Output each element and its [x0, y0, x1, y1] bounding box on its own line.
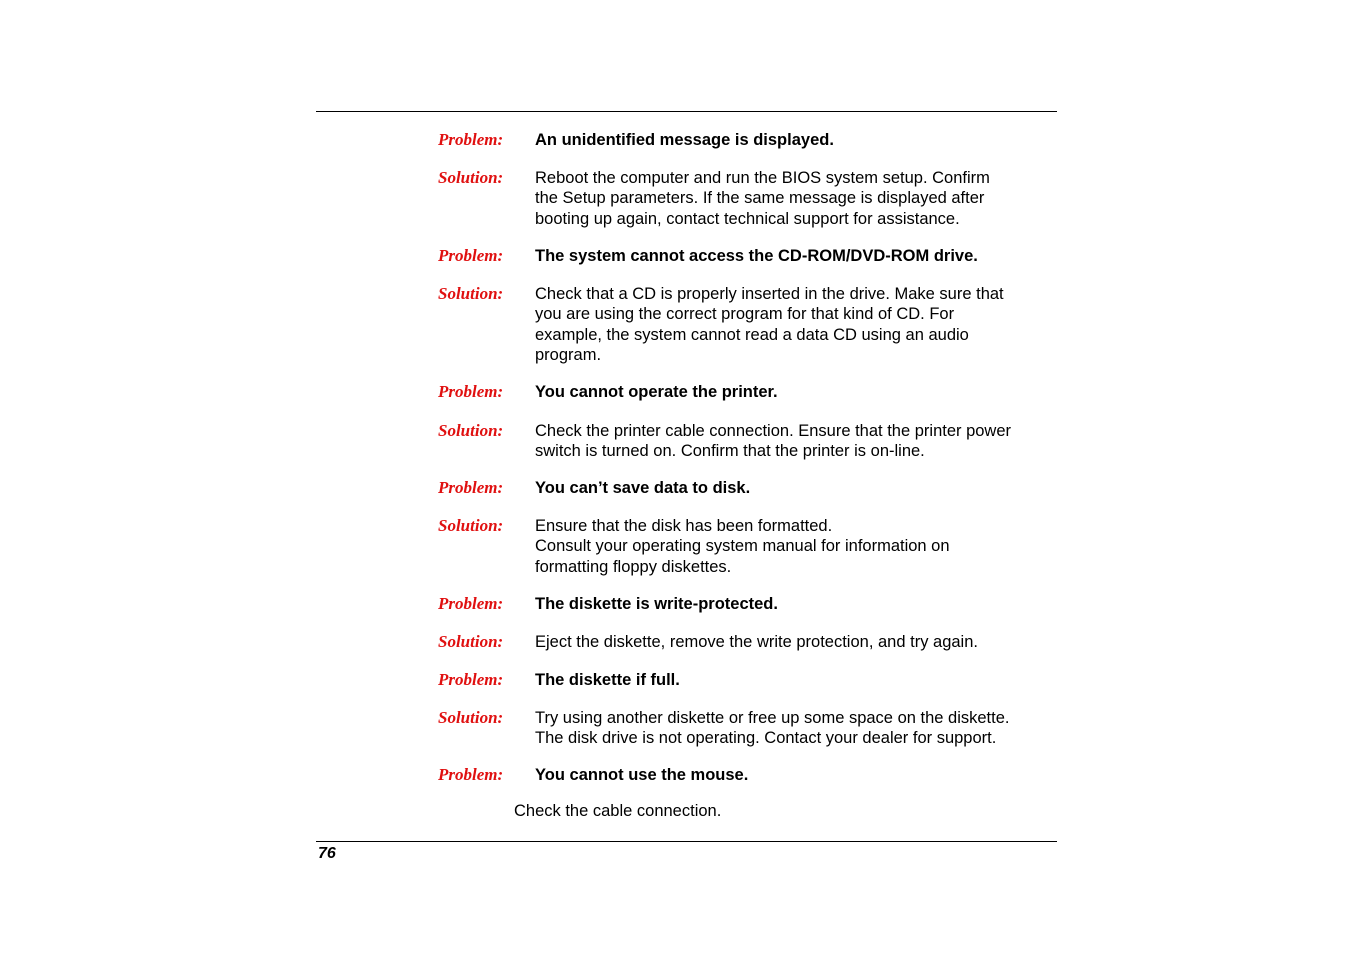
- header-rule: [316, 111, 1057, 112]
- problem-label: Problem:: [438, 765, 504, 784]
- problem-text: You can’t save data to disk.: [535, 479, 751, 497]
- solution-text: Ensure that the disk has been formatted. Consult your operating system manual for information on formatting floppy diskettes.: [535, 517, 950, 576]
- solution-text: Try using another diskette or free up some space on the diskette. The disk drive is not operating. Contact your dealer for support.: [535, 709, 1010, 748]
- solution-label: Solution:: [438, 421, 504, 440]
- tail-text: Check the cable connection.: [514, 802, 722, 820]
- problem-text: An unidentified message is displayed.: [535, 131, 834, 149]
- problem-label: Problem:: [438, 382, 504, 401]
- problem-text: You cannot use the mouse.: [535, 766, 749, 784]
- problem-text: The system cannot access the CD-ROM/DVD-ROM drive.: [535, 247, 978, 265]
- problem-label: Problem:: [438, 478, 504, 497]
- solution-label: Solution:: [438, 516, 504, 535]
- solution-label: Solution:: [438, 708, 504, 727]
- solution-label: Solution:: [438, 168, 504, 187]
- problem-label: Problem:: [438, 130, 504, 149]
- page-number: 76: [318, 845, 336, 862]
- solution-label: Solution:: [438, 632, 504, 651]
- problem-label: Problem:: [438, 594, 504, 613]
- solution-text: Check the printer cable connection. Ensure that the printer power switch is turned on. Confirm that the printer is on-line.: [535, 422, 1012, 461]
- problem-text: You cannot operate the printer.: [535, 383, 778, 401]
- solution-text: Eject the diskette, remove the write protection, and try again.: [535, 633, 978, 651]
- problem-text: The diskette if full.: [535, 671, 680, 689]
- problem-label: Problem:: [438, 670, 504, 689]
- footer-rule: [316, 841, 1057, 842]
- solution-text: Reboot the computer and run the BIOS system setup. Confirm the Setup parameters. If the same message is displayed after booting up again, contact technical support for assistance.: [535, 169, 990, 228]
- solution-label: Solution:: [438, 284, 504, 303]
- solution-text: Check that a CD is properly inserted in the drive. Make sure that you are using the correct program for that kind of CD. For example, the system cannot read a data CD using an audio program.: [535, 285, 1004, 364]
- problem-label: Problem:: [438, 246, 504, 265]
- problem-text: The diskette is write-protected.: [535, 595, 778, 613]
